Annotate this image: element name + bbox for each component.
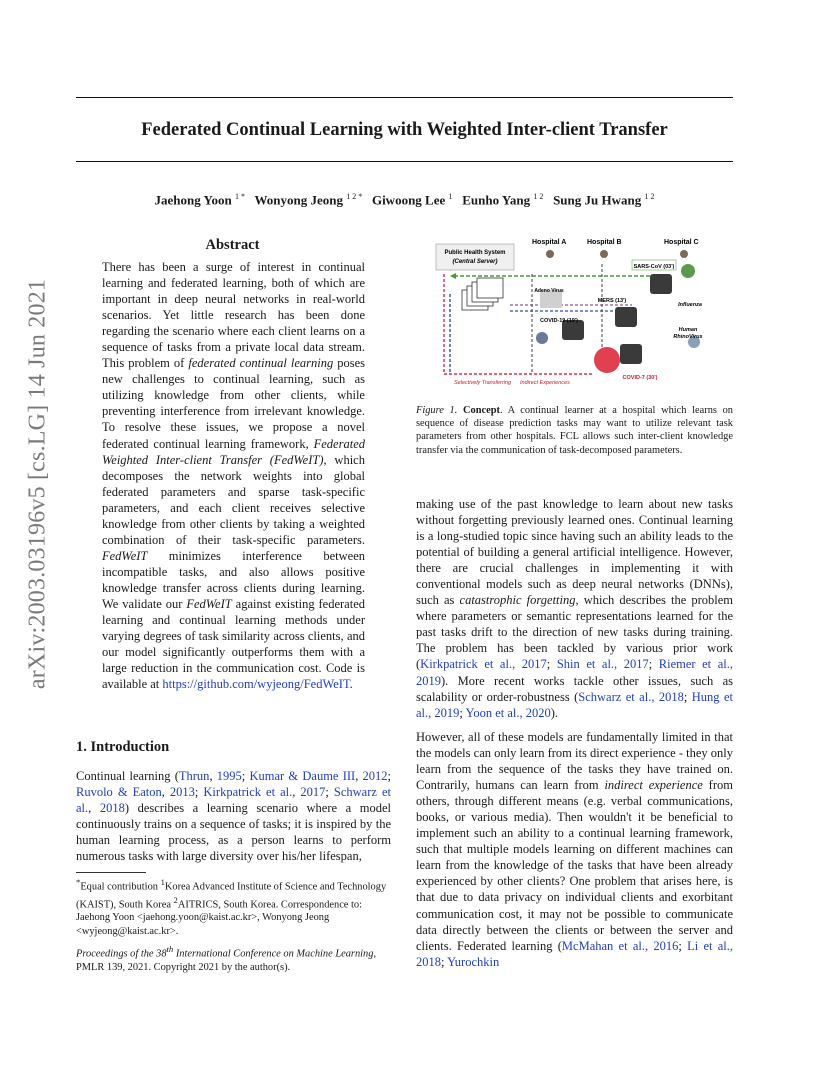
body-text: ;: [459, 705, 466, 720]
code-link[interactable]: https://github.com/wyjeong/FedWeIT: [162, 677, 350, 692]
server-box: [436, 244, 514, 270]
intro-text: ;: [194, 785, 204, 800]
proceedings-text: Proceedings of the 38: [76, 948, 167, 960]
citation-link[interactable]: Yoon et al., 2020: [465, 705, 551, 720]
citation-link[interactable]: McMahan et al., 2016: [561, 938, 679, 953]
lung-xray-image: [620, 344, 642, 364]
body-text: ;: [683, 689, 692, 704]
abstract-emphasis: federated continual learning: [188, 356, 334, 371]
intro-text: ,: [161, 785, 170, 800]
caption-text: . A continual learner at a hospital which learns on sequence of disease prediction tasks may want to utilize relevant task parameters from other hospitals. FCL allows such inter-client knowledge transfer via the communication of task-decomposed parameters.: [416, 405, 733, 456]
arrow-head-icon: [450, 273, 456, 279]
abstract-emphasis: Federated Weighted Inter-client Transfer (FedWeIT): [102, 436, 365, 467]
adeno-label: Adeno Virus: [534, 288, 564, 294]
author-affiliation: 1 *: [234, 192, 245, 201]
citation-link[interactable]: Thrun: [178, 769, 210, 783]
doctor-icon: [600, 250, 608, 258]
footnote: [76, 876, 391, 938]
sars-label: SARS-CoV (03'): [633, 264, 675, 270]
author-name: Jaehong Yoon: [154, 192, 232, 208]
footnote-text: Korea Advanced Institute of Science and Technology (KAIST), South Korea: [76, 881, 387, 911]
influenza-label: Influenza: [678, 302, 702, 308]
citation-link[interactable]: Yurochkin: [447, 954, 500, 969]
concept-figure: [432, 234, 714, 392]
caption-bold: Concept: [463, 405, 500, 416]
intro-text: Continual learning (: [76, 769, 179, 783]
body-text: from others, through different means (e.g. verbal communications, books, or various media). Then wouldn't it be beneficial to implement such an ability to a continual learning framework, such that multiple models learning on different machines can learn from the knowledge of the tasks that have been already experienced by other clients? One problem that arises here, is that due to data privacy on individual clients and exorbitant communication cost, it may not be possible to communicate data directly between the clients or between the server and clients. Federated learning (: [416, 778, 733, 953]
body-text: ;: [546, 657, 557, 672]
body-text: ;: [441, 954, 448, 969]
figure-caption: [416, 404, 733, 457]
author-affiliation: 1 2: [644, 192, 655, 201]
body-text: ;: [678, 938, 688, 953]
intro-text: ;: [241, 769, 250, 783]
doctor-icon: [680, 250, 688, 258]
section-heading-introduction: 1. Introduction: [76, 739, 170, 755]
footnote-marker: *: [76, 877, 81, 887]
body-text: ).: [550, 705, 559, 720]
citation-link[interactable]: 2012: [362, 769, 388, 783]
abstract-text: , which decomposes the network weights into global federated parameters and sparse task-specific parameters, and each client receives selective knowledge from other clients by taking a weighted combination of their task-specific parameters.: [102, 452, 365, 547]
footnote-text: AITRICS, South Korea. Correspondence to: Jaehong Yoon <jaehong.yoon@kaist.ac.kr>, Wonyong Jeong <wyjeong@kaist.ac.kr>.: [76, 899, 362, 937]
body-text: However, all of these models are fundamentally limited in that the models can only learn from its direct experience - they only learn from the sequence of the tasks they have trained on. Contrarily, humans can learn from: [416, 730, 733, 793]
author-name: Wonyong Jeong: [254, 192, 343, 208]
covid19-label: COVID-19 (19'): [540, 318, 578, 324]
citation-link[interactable]: Kumar & Daume III: [249, 769, 356, 783]
citation-link[interactable]: Li et al., 2018: [416, 938, 734, 969]
author-affiliation: 1 2 *: [346, 192, 363, 201]
lung-xray-image: [650, 274, 672, 294]
citation-link[interactable]: Hung et al., 2019: [416, 689, 733, 720]
abstract-emphasis: FedWeIT: [186, 596, 232, 611]
intro-text: ;: [387, 769, 392, 783]
footnote-text: Equal contribution: [80, 881, 161, 893]
rhinovirus-label: RhinoVirus: [673, 334, 703, 340]
abstract-text: poses new challenges to continual learning, such as utilizing knowledge from other clients, while preventing interference from irrelevant knowledge. To resolve these issues, we propose a novel federated continual learning framework,: [102, 356, 366, 451]
intro-paragraph: [76, 768, 391, 864]
citation-link[interactable]: 2013: [169, 785, 195, 800]
hospital-a-label: Hospital A: [532, 239, 567, 246]
abstract-text: minimizes interference between incompatible tasks, and also allows positive knowledge transfer across clients during learning. We validate our: [102, 548, 365, 611]
body-emphasis: catastrophic forgetting: [459, 593, 576, 608]
right-paragraph-2: [416, 729, 733, 970]
citation-link[interactable]: 2018: [99, 801, 125, 816]
virus-icon: [681, 264, 695, 278]
body-text: , which describes the problem where parameters or semantic representations learned for the past tasks drift to the direction of new tasks during training. The problem has been tackled by various prior work (: [416, 593, 734, 672]
citation-link[interactable]: Shin et al., 2017: [556, 657, 649, 672]
top-rule: [76, 97, 733, 98]
citation-link[interactable]: Riemer et al., 2019: [416, 657, 733, 688]
citation-link[interactable]: Kirkpatrick et al., 2017: [420, 657, 547, 672]
task-card: [477, 278, 503, 298]
citation-link[interactable]: 1995: [216, 769, 242, 783]
intro-text: ,: [88, 801, 100, 816]
intro-text: ,: [355, 769, 363, 783]
author-list: [76, 192, 733, 208]
body-text: ). More recent works tackle other issues, such as scalability or order-robustness (: [416, 673, 733, 704]
body-text: ;: [648, 657, 659, 672]
covid7-label: COVID-7 (30'): [622, 375, 658, 381]
footnote-marker: 2: [173, 894, 178, 905]
footnote-rule: [76, 872, 146, 873]
citation-link[interactable]: 2017: [300, 785, 326, 800]
figure-bottom-text: Indirect Experiences: [520, 380, 570, 386]
proceedings-text: , PMLR 139, 2021. Copyright 2021 by the author(s).: [76, 948, 377, 974]
right-paragraph-1: [416, 496, 733, 721]
citation-link[interactable]: Ruvolo & Eaton: [76, 785, 162, 800]
abstract-text: There has been a surge of interest in continual learning and federated learning, both of which are important in deep neural networks in real-world scenarios. Yet little research has been done regarding the scenario where each client learns on a sequence of tasks from a private local data stream. This problem of: [102, 260, 365, 371]
author-name: Eunho Yang: [462, 192, 531, 208]
author-affiliation: 1 2: [533, 192, 544, 201]
hospital-b-label: Hospital B: [587, 239, 622, 246]
hospital-c-label: Hospital C: [664, 239, 699, 246]
abstract-text: .: [349, 677, 353, 692]
author-name: Sung Ju Hwang: [553, 192, 642, 208]
intro-text: ) describes a learning scenario where a model continuously trains on a sequence of tasks; it is inspired by the human learning process, as a person learns to perform numerous tasks with large diversity over his/her lifespan,: [76, 801, 391, 864]
figure-bottom-text: Selectively Transferring: [454, 380, 512, 386]
abstract-heading: Abstract: [205, 237, 260, 253]
abstract-body: [102, 259, 365, 692]
arxiv-stamp: arXiv:2003.03196v5 [cs.LG] 14 Jun 2021: [24, 278, 51, 690]
abstract-emphasis: FedWeIT: [102, 548, 148, 563]
server-sublabel: (Central Server): [452, 259, 498, 265]
virus-icon: [594, 347, 620, 373]
proceedings-text: International Conference on Machine Learning: [173, 948, 374, 960]
doctor-icon: [546, 250, 554, 258]
citation-link[interactable]: Schwarz et al., 2018: [578, 689, 684, 704]
caption-label: Figure 1.: [416, 405, 464, 416]
proceedings-superscript: th: [166, 944, 174, 954]
title-bottom-rule: [76, 161, 733, 162]
body-emphasis: indirect experience: [604, 778, 703, 793]
mers-label: MERS (13'): [597, 298, 627, 304]
intro-text: ,: [209, 769, 217, 783]
lung-xray-image: [615, 307, 637, 327]
intro-text: ;: [325, 785, 334, 800]
server-label: Public Health System: [444, 250, 506, 256]
virus-icon: [536, 332, 548, 344]
rhinovirus-label: Human: [678, 327, 698, 333]
proceedings-note: [76, 943, 391, 975]
paper-title: Federated Continual Learning with Weighted Inter-client Transfer: [141, 120, 668, 140]
citation-link[interactable]: Kirkpatrick et al.: [203, 785, 293, 800]
intro-text: ,: [292, 785, 301, 800]
author-name: Giwoong Lee: [371, 192, 446, 208]
body-text: making use of the past knowledge to learn about new tasks without forgetting previously learned ones. Continual learning is a long-studied topic since having such an ability leads to the potential of building a general artificial intelligence. However, there are crucial challenges in implementing it with conventional models such as deep neural networks (DNNs), such as: [416, 497, 733, 608]
citation-link[interactable]: Schwarz et al.: [76, 785, 391, 816]
abstract-text: against existing federated learning and continual learning methods under varying degrees of task similarity across clients, and our model significantly outperforms them with a large reduction in the communication cost. Code is available at: [102, 596, 365, 692]
author-affiliation: 1: [448, 192, 453, 201]
footnote-marker: 1: [160, 877, 165, 887]
